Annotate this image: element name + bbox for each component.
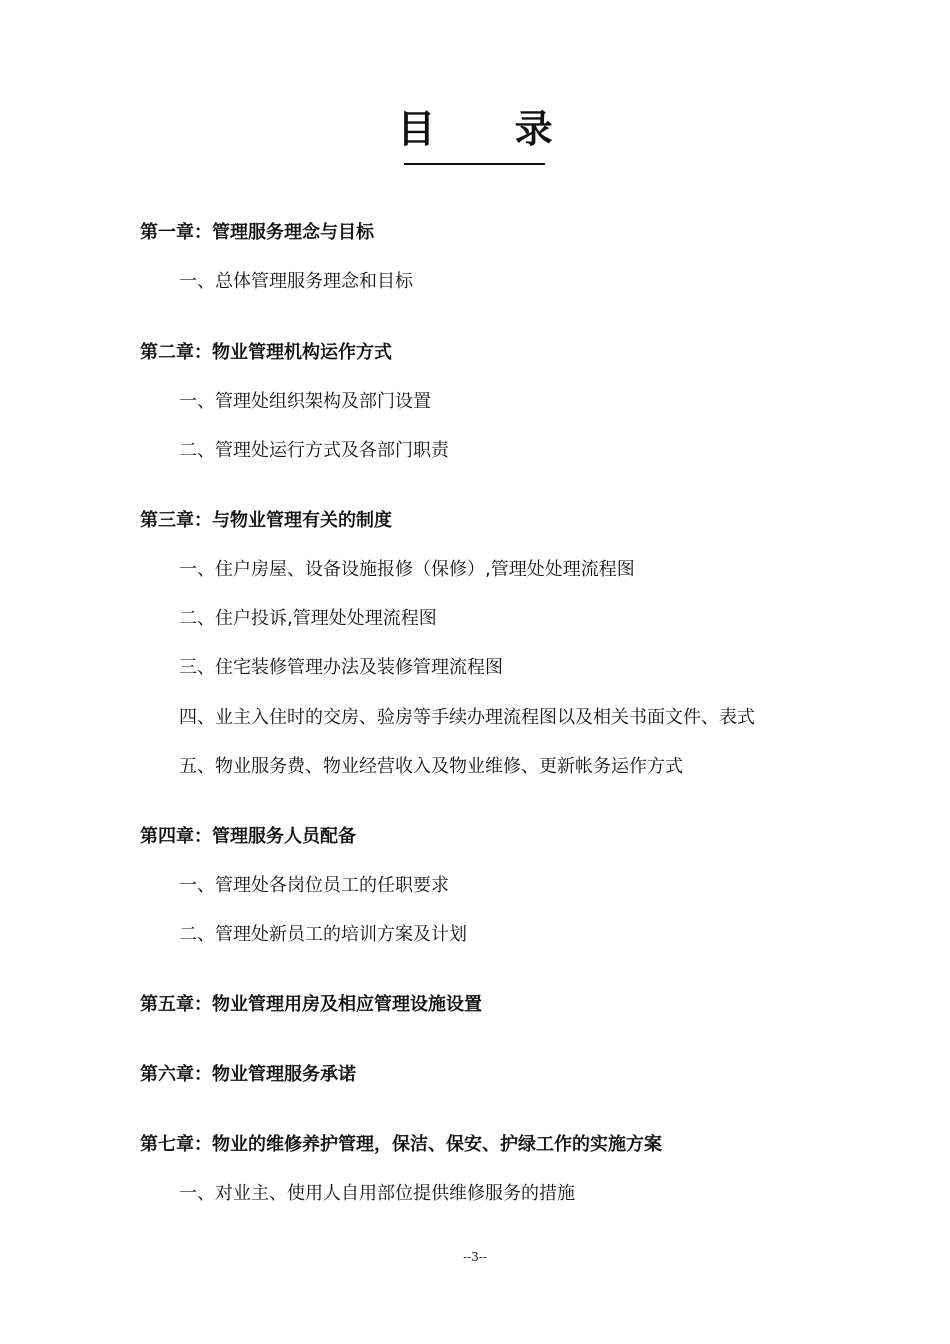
toc-chapter-7[interactable]: 第七章：物业的维修养护管理，保洁、保安、护绿工作的实施方案 — [140, 1134, 662, 1155]
toc-chapter-4[interactable]: 第四章：管理服务人员配备 — [140, 826, 356, 847]
toc-chapter-6[interactable]: 第六章：物业管理服务承诺 — [140, 1064, 356, 1085]
title-underline — [404, 163, 545, 165]
toc-section-3-1[interactable]: 一、住户房屋、设备设施报修（保修）,管理处处理流程图 — [179, 559, 635, 580]
toc-section-3-3[interactable]: 三、住宅装修管理办法及装修管理流程图 — [179, 657, 503, 678]
toc-section-7-1[interactable]: 一、对业主、使用人自用部位提供维修服务的措施 — [179, 1183, 575, 1204]
toc-chapter-5[interactable]: 第五章：物业管理用房及相应管理设施设置 — [140, 994, 482, 1015]
page-number: --3-- — [463, 1250, 487, 1264]
toc-section-1-1[interactable]: 一、总体管理服务理念和目标 — [179, 271, 413, 292]
toc-chapter-2[interactable]: 第二章：物业管理机构运作方式 — [140, 342, 392, 363]
toc-chapter-3[interactable]: 第三章：与物业管理有关的制度 — [140, 510, 392, 531]
toc-section-3-2[interactable]: 二、住户投诉,管理处处理流程图 — [179, 608, 437, 629]
toc-section-4-1[interactable]: 一、管理处各岗位员工的任职要求 — [179, 875, 449, 896]
toc-section-3-4[interactable]: 四、业主入住时的交房、验房等手续办理流程图以及相关书面文件、表式 — [179, 707, 755, 728]
toc-chapter-1[interactable]: 第一章：管理服务理念与目标 — [140, 222, 374, 243]
toc-section-3-5[interactable]: 五、物业服务费、物业经营收入及物业维修、更新帐务运作方式 — [179, 756, 683, 777]
toc-section-4-2[interactable]: 二、管理处新员工的培训方案及计划 — [179, 924, 467, 945]
toc-section-2-2[interactable]: 二、管理处运行方式及各部门职责 — [179, 440, 449, 461]
toc-section-2-1[interactable]: 一、管理处组织架构及部门设置 — [179, 391, 431, 412]
page-title: 目 录 — [397, 107, 553, 151]
